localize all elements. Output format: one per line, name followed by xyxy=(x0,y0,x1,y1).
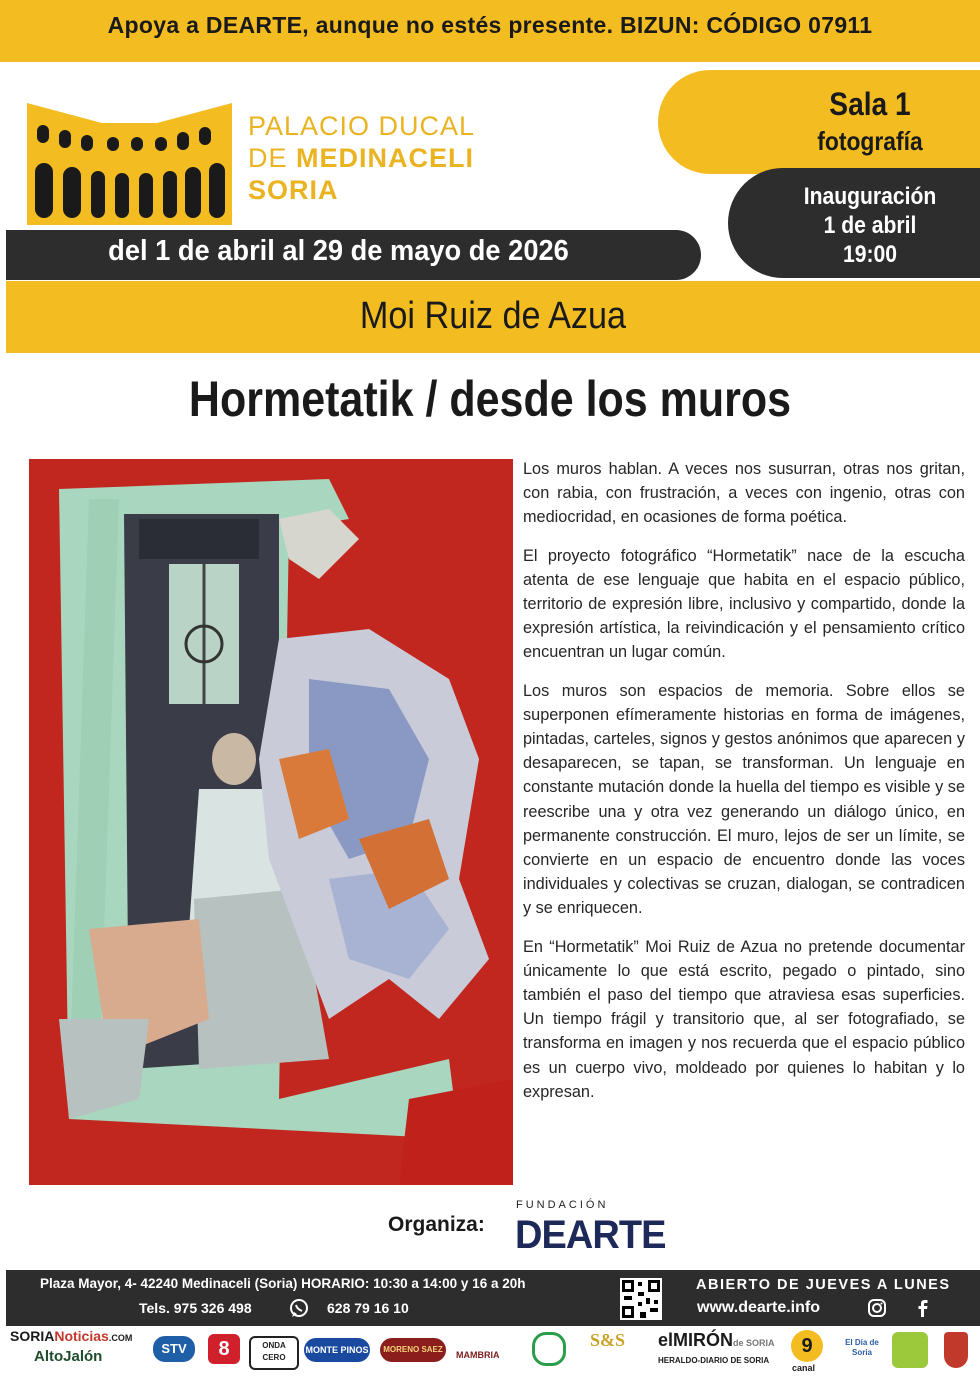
footer-mobile: 628 79 16 10 xyxy=(327,1300,409,1316)
organiza-label: Organiza: xyxy=(388,1213,485,1236)
exhibition-title: Hormetatik / desde los muros xyxy=(188,371,792,427)
fundacion-label: FUNDACIÓN xyxy=(516,1199,609,1211)
website-link[interactable]: www.dearte.info xyxy=(697,1299,820,1316)
inauguration-line1: Inauguración xyxy=(803,183,937,210)
sponsor-canal9-logo: 9 xyxy=(791,1330,823,1362)
inauguration-line3: 19:00 xyxy=(842,241,898,268)
instagram-icon[interactable] xyxy=(868,1299,886,1317)
sponsor-mambria: MAMBRIA xyxy=(456,1350,500,1360)
sponsor-8: 8 xyxy=(208,1334,240,1364)
description-p3: Los muros son espacios de memoria. Sobre ellos se superponen efímeramente historias en forma de imágenes, pintadas, carteles, signos y gestos anónimos que aparecen y desaparecen, se tapan, se transforman. Un lenguaje en constante mutación donde la huella del tiempo es visible y se reescribe una y otra vez generando un diálogo único, en permanente construcción. El muro, lejos de ser un límite, se convierte en un espacio de encuentro donde las voces individuales y colectivas se cruzan, dialogan, se contradicen y se enriquecen. xyxy=(523,681,965,918)
venue-line3-bold: SORIA xyxy=(248,175,339,205)
sponsor-strip xyxy=(6,1326,980,1378)
description-p4: En “Hormetatik” Moi Ruiz de Azua no pretende documentar únicamente lo que está escrito, pegado o pintado, sino también el paso del tiempo que atraviesa esas superficies. Un tiempo frágil y transitorio que, al ser fotografiado, se transforma en imagen y nos recuerda que el espacio público es un cuerpo vivo, moldeado por quienes lo habitan y lo expresan. xyxy=(523,937,965,1101)
sponsor-moreno-saez: MORENO SAEZ xyxy=(380,1338,446,1362)
venue-line2 xyxy=(248,142,475,174)
qr-code xyxy=(620,1278,662,1320)
venue-line1: PALACIO DUCAL xyxy=(248,111,476,141)
sponsor-miron xyxy=(658,1330,775,1351)
sala-sub: fotografía xyxy=(817,126,923,156)
artist-name: Moi Ruiz de Azua xyxy=(359,295,627,337)
sponsor-miron-a: elMIRÓN xyxy=(658,1330,734,1350)
sponsor-altojalon: AltoJalón xyxy=(34,1348,103,1365)
sponsor-el-dia: El Día de Soria xyxy=(845,1338,879,1357)
venue-line3 xyxy=(248,174,475,206)
exhibition-photo xyxy=(29,459,513,1185)
sponsor-miron-b: de SORIA xyxy=(733,1338,775,1348)
sponsor-sorianoticias-b: Noticias xyxy=(54,1328,109,1344)
dates-text: del 1 de abril al 29 de mayo de 2026 xyxy=(108,235,569,267)
sponsor-medinaceli-shield xyxy=(944,1332,968,1368)
sponsor-stv: STV xyxy=(153,1336,195,1362)
sponsor-sorianoticias xyxy=(10,1328,132,1344)
venue-line2-prefix: DE xyxy=(248,143,297,173)
description xyxy=(523,457,965,1118)
sponsor-sorianoticias-c: .COM xyxy=(108,1333,133,1343)
description-p2: El proyecto fotográfico “Hormetatik” nace de la escucha atenta de ese lenguaje que habita en el espacio público, territorio de expresión libre, inclusivo y compartido, donde la expresión artística, la reivindicación y el pensamiento crítico encuentran un lugar común. xyxy=(523,546,965,662)
sala-label: Sala 1 xyxy=(829,86,911,122)
sponsor-green-logo xyxy=(892,1332,928,1368)
footer-address: Plaza Mayor, 4- 42240 Medinaceli (Soria) HORARIO: 10:30 a 14:00 y 16 a 20h xyxy=(40,1276,526,1291)
facebook-icon[interactable] xyxy=(914,1299,932,1317)
sponsor-heraldo: HERALDO-DIARIO DE SORIA xyxy=(658,1356,770,1365)
venue-name xyxy=(248,110,475,206)
inauguration-text xyxy=(782,182,958,269)
sponsor-sorianoticias-a: SORIA xyxy=(10,1328,55,1344)
sponsor-montepinos: MONTE PINOS xyxy=(304,1338,370,1362)
whatsapp-icon xyxy=(289,1298,309,1318)
footer-phone: Tels. 975 326 498 xyxy=(139,1300,252,1316)
sponsor-ss: S&S xyxy=(590,1330,626,1350)
venue-line2-bold: MEDINACELI xyxy=(296,143,475,173)
opening-days: ABIERTO DE JUEVES A LUNES xyxy=(696,1277,951,1293)
inauguration-line2: 1 de abril xyxy=(823,212,917,239)
sponsor-onda-cero: ONDA CERO xyxy=(249,1336,299,1370)
sponsor-canal9: canal xyxy=(792,1363,816,1373)
banner-text: Apoya a DEARTE, aunque no estés presente. BIZUN: CÓDIGO 07911 xyxy=(107,12,873,38)
sponsor-los-linajes xyxy=(532,1332,566,1366)
palace-logo xyxy=(27,95,232,225)
description-p1: Los muros hablan. A veces nos susurran, otras nos gritan, con rabia, con frustración, a veces con ingenio, otras con mediocridad, en ocasiones de forma poética. xyxy=(523,460,965,527)
dearte-logo: DEARTE xyxy=(515,1213,666,1257)
